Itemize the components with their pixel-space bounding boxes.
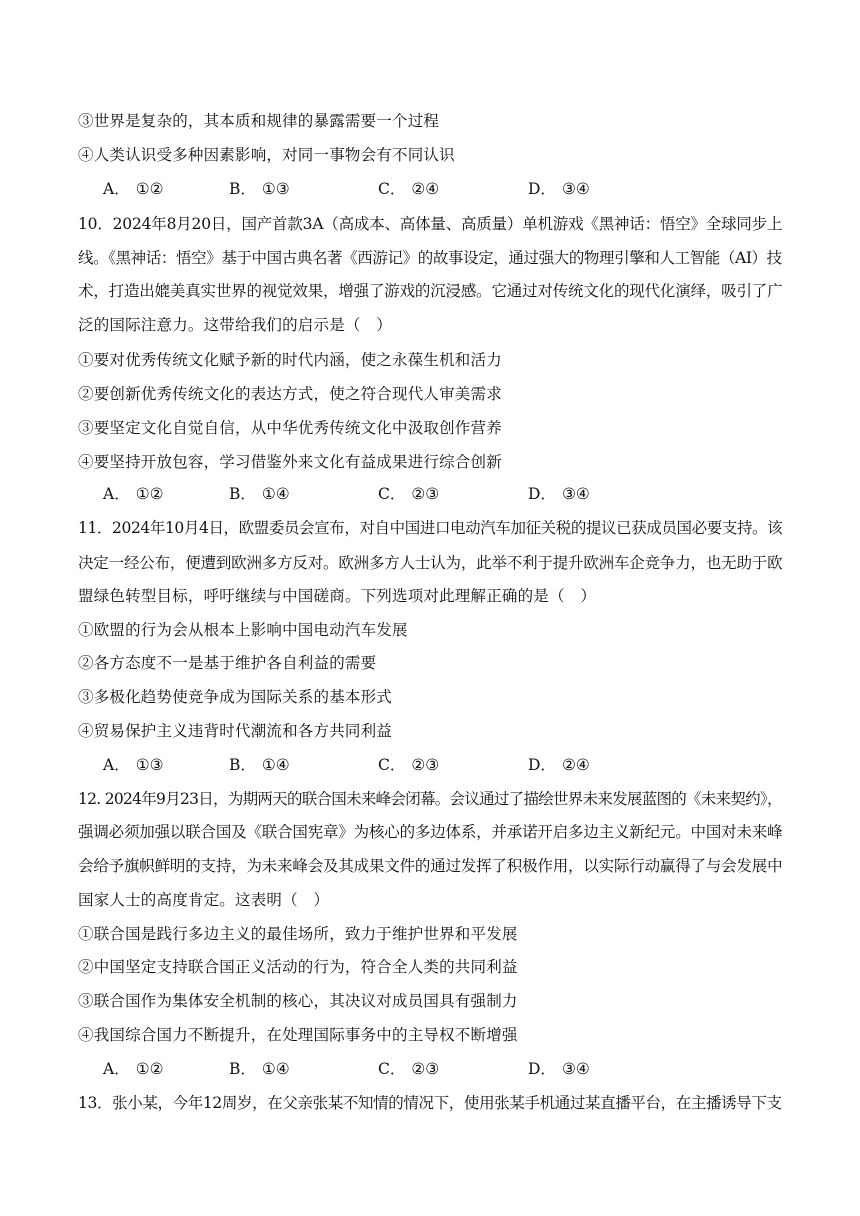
q11-statement-1: ①欧盟的行为会从根本上影响中国电动汽车发展	[78, 621, 408, 639]
q12-stem-line-3: 会给予旗帜鲜明的支持，为未来峰会及其成果文件的通过发挥了积极作用，以实际行动赢得了与会发展中	[78, 857, 783, 875]
q12-statement-3: ③联合国作为集体安全机制的核心，其决议对成员国具有强制力	[78, 992, 518, 1010]
option-label: D．	[528, 485, 556, 503]
option-label: A．	[103, 1060, 130, 1078]
option-text: ①②	[135, 485, 164, 503]
option-text: ②④	[411, 180, 440, 198]
option-label: B．	[229, 180, 256, 198]
q11-statement-3: ③多极化趋势使竞争成为国际关系的基本形式	[78, 688, 393, 706]
option-d	[528, 484, 590, 504]
option-c	[378, 1059, 439, 1079]
option-text: ②③	[411, 485, 440, 503]
option-text: ①②	[135, 180, 164, 198]
option-a	[103, 1059, 164, 1079]
option-label: C．	[378, 485, 406, 503]
option-c	[378, 484, 439, 504]
option-text: ①③	[261, 180, 290, 198]
option-a	[103, 484, 164, 504]
option-b	[229, 484, 290, 504]
q10-stem-line-3: 术，打造出媲美真实世界的视觉效果，增强了游戏的沉浸感。它通过对传统文化的现代化演绎，吸引了广	[78, 282, 783, 300]
q10-stem-line-4: 泛的国际注意力。这带给我们的启示是（ ）	[78, 316, 393, 334]
option-c	[378, 755, 439, 775]
q10-statement-1: ①要对优秀传统文化赋予新的时代内涵，使之永葆生机和活力	[78, 351, 502, 369]
option-text: ③④	[561, 485, 590, 503]
q11-stem-line-1: 11．2024年10月4日，欧盟委员会宣布，对自中国进口电动汽车加征关税的提议已获成员国必要支持。该	[78, 519, 783, 537]
q10-stem-line-2: 线。《黑神话：悟空》基于中国古典名著《西游记》的故事设定，通过强大的物理引擎和人工智能（AI）技	[78, 249, 782, 267]
option-text: ②③	[411, 1060, 440, 1078]
option-c	[378, 179, 439, 199]
option-label: A．	[103, 180, 130, 198]
option-text: ③④	[561, 1060, 590, 1078]
option-b	[229, 755, 290, 775]
q12-statement-1: ①联合国是践行多边主义的最佳场所，致力于维护世界和平发展	[78, 925, 518, 943]
q11-stem-line-2: 决定一经公布，便遭到欧洲多方反对。欧洲多方人士认为，此举不利于提升欧洲车企竞争力，也无助于欧	[78, 554, 783, 572]
q10-statement-3: ③要坚定文化自觉自信，从中华优秀传统文化中汲取创作营养	[78, 419, 502, 437]
q11-statement-2: ②各方态度不一是基于维护各自利益的需要	[78, 654, 377, 672]
q12-stem-line-2: 强调必须加强以联合国及《联合国宪章》为核心的多边体系，并承诺开启多边主义新纪元。中国对未来峰	[78, 823, 783, 841]
statement-4: ④人类认识受多种因素影响，对同一事物会有不同认识	[78, 146, 455, 164]
option-a	[103, 179, 164, 199]
q12-stem-line-1: 12. 2024年9月23日，为期两天的联合国未来峰会闭幕。会议通过了描绘世界未来发展蓝图的《未来契约》，	[78, 790, 782, 808]
option-label: B．	[229, 485, 256, 503]
option-a	[103, 755, 164, 775]
option-label: D．	[528, 180, 556, 198]
option-text: ③④	[561, 180, 590, 198]
option-d	[528, 755, 590, 775]
statement-3: ③世界是复杂的，其本质和规律的暴露需要一个过程	[78, 112, 440, 130]
option-label: A．	[103, 756, 130, 774]
option-text: ②④	[561, 756, 590, 774]
q10-statement-4: ④要坚持开放包容，学习借鉴外来文化有益成果进行综合创新	[78, 453, 502, 471]
option-label: D．	[528, 1060, 556, 1078]
option-text: ②③	[411, 756, 440, 774]
q12-stem-line-4: 国家人士的高度肯定。这表明（ ）	[78, 891, 330, 909]
q10-stem-line-1: 10．2024年8月20日，国产首款3A（高成本、高体量、高质量）单机游戏《黑神话：悟空》全球同步上	[78, 215, 783, 233]
option-label: A．	[103, 485, 130, 503]
q10-statement-2: ②要创新优秀传统文化的表达方式，使之符合现代人审美需求	[78, 385, 502, 403]
option-text: ①④	[261, 1060, 290, 1078]
q12-statement-2: ②中国坚定支持联合国正义活动的行为，符合全人类的共同利益	[78, 958, 518, 976]
option-b	[229, 1059, 290, 1079]
option-text: ①②	[135, 1060, 164, 1078]
option-d	[528, 179, 590, 199]
option-label: D．	[528, 756, 556, 774]
option-text: ①④	[261, 756, 290, 774]
q11-stem-line-3: 盟绿色转型目标，呼吁继续与中国磋商。下列选项对此理解正确的是（ ）	[78, 587, 597, 605]
option-d	[528, 1059, 590, 1079]
option-label: C．	[378, 756, 406, 774]
option-label: C．	[378, 180, 406, 198]
q11-statement-4: ④贸易保护主义违背时代潮流和各方共同利益	[78, 722, 393, 740]
option-b	[229, 179, 290, 199]
option-label: B．	[229, 1060, 256, 1078]
option-text: ①④	[261, 485, 290, 503]
option-text: ①③	[135, 756, 164, 774]
option-label: C．	[378, 1060, 406, 1078]
option-label: B．	[229, 756, 256, 774]
q12-statement-4: ④我国综合国力不断提升，在处理国际事务中的主导权不断增强	[78, 1026, 518, 1044]
q13-stem-line-1: 13．张小某，今年12周岁，在父亲张某不知情的情况下，使用张某手机通过某直播平台，在主播诱导下支	[78, 1094, 782, 1112]
